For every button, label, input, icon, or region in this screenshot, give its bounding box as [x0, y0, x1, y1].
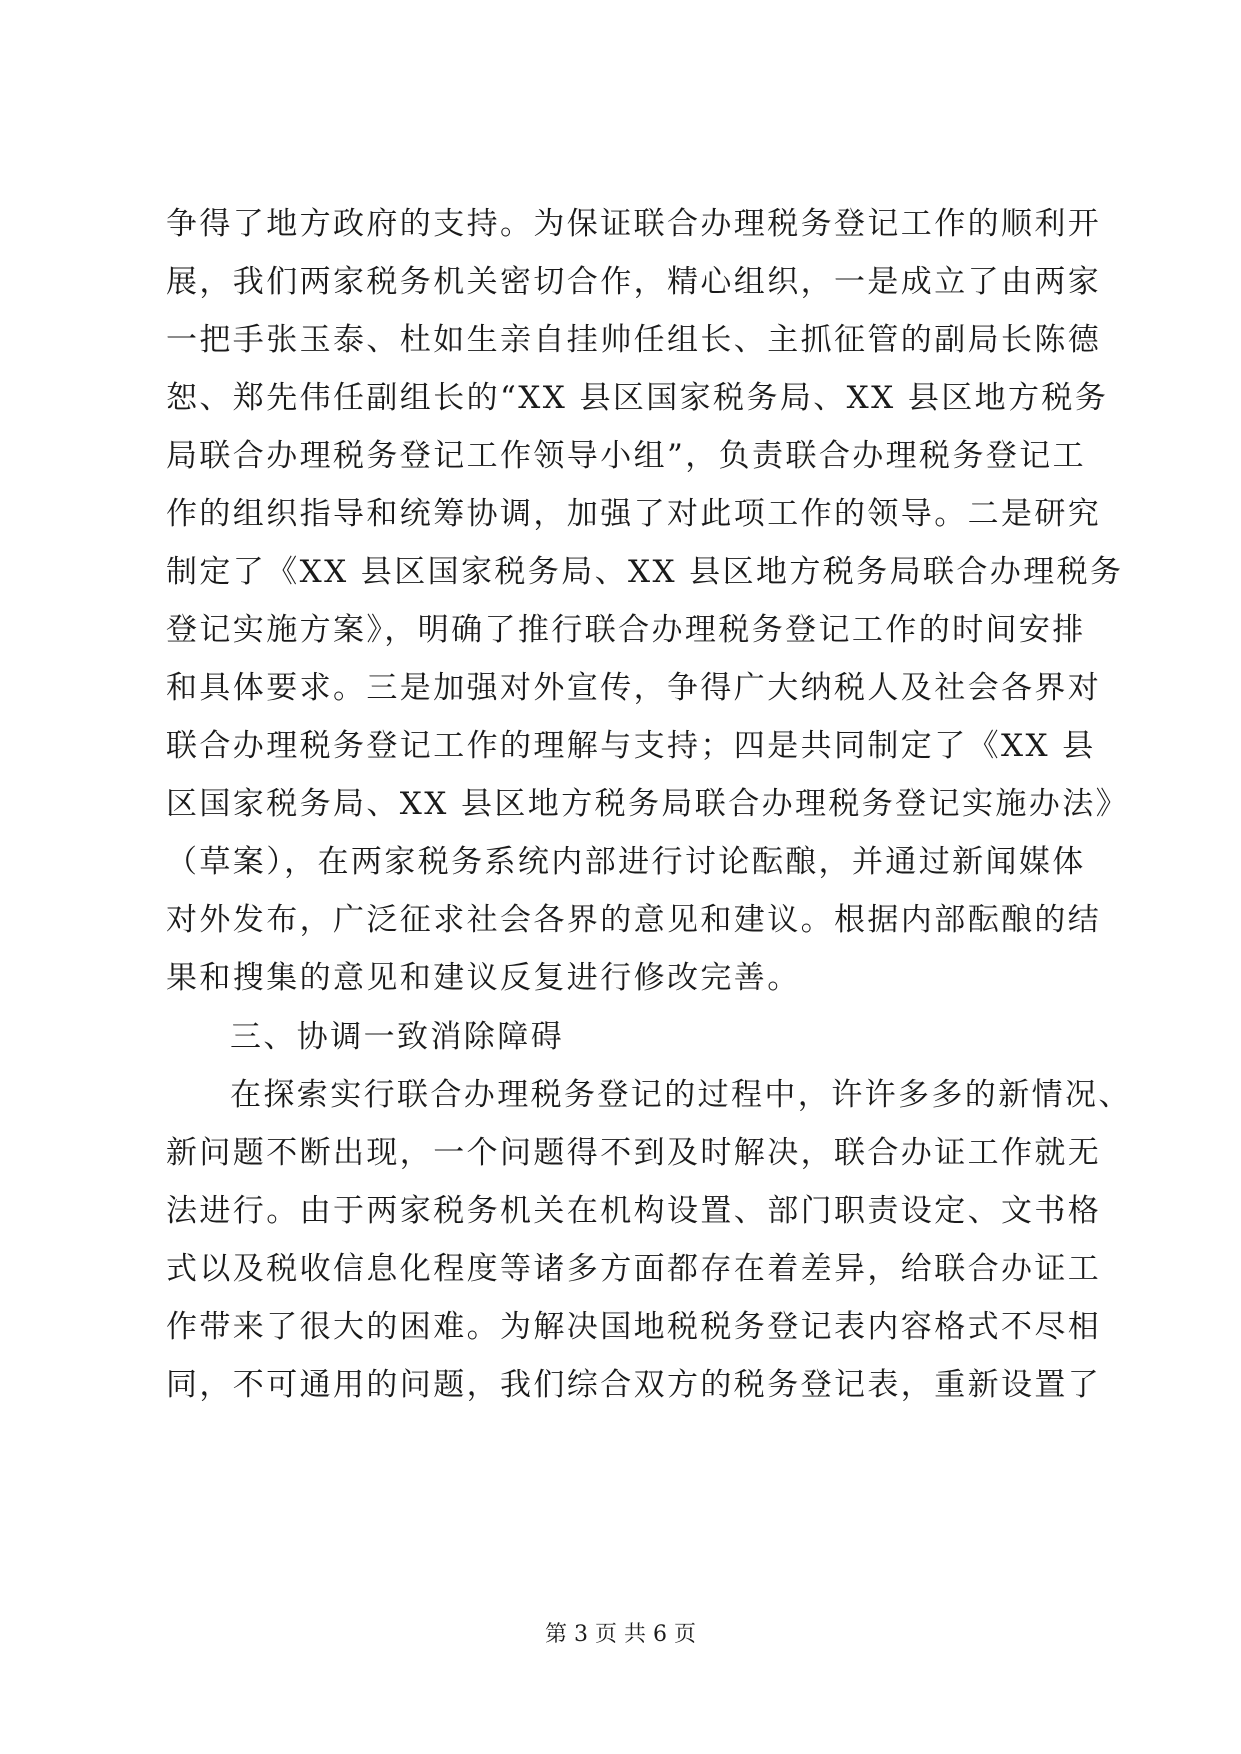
section-heading: 三、协调一致消除障碍	[230, 1019, 564, 1055]
body-text-line: 局联合办理税务登记工作领导小组”，负责联合办理税务登记工	[166, 438, 1087, 474]
body-text-line: 展，我们两家税务机关密切合作，精心组织，一是成立了由两家	[166, 264, 1102, 300]
body-text-line: 恕、郑先伟任副组长的“XX 县区国家税务局、XX 县区地方税务	[166, 380, 1109, 416]
body-text-line: 果和搜集的意见和建议反复进行修改完善。	[166, 960, 801, 996]
body-text-line: 联合办理税务登记工作的理解与支持；四是共同制定了《XX 县	[166, 728, 1096, 764]
body-text-line: 对外发布，广泛征求社会各界的意见和建议。根据内部酝酿的结	[166, 902, 1102, 938]
body-text-line: 同，不可通用的问题，我们综合双方的税务登记表，重新设置了	[166, 1367, 1102, 1403]
body-text-line: 在探索实行联合办理税务登记的过程中，许许多多的新情况、	[230, 1077, 1132, 1113]
body-text-line: 制定了《XX 县区国家税务局、XX 县区地方税务局联合办理税务	[166, 554, 1124, 590]
body-text-line: 新问题不断出现，一个问题得不到及时解决，联合办证工作就无	[166, 1135, 1102, 1171]
body-text-line: 区国家税务局、XX 县区地方税务局联合办理税务登记实施办法》	[166, 786, 1129, 822]
body-text-line: 登记实施方案》，明确了推行联合办理税务登记工作的时间安排	[166, 612, 1086, 648]
body-text-line: 和具体要求。三是加强对外宣传，争得广大纳税人及社会各界对	[166, 670, 1102, 706]
body-text-line: 作带来了很大的困难。为解决国地税税务登记表内容格式不尽相	[166, 1309, 1102, 1345]
body-text-line: 作的组织指导和统筹协调，加强了对此项工作的领导。二是研究	[166, 496, 1102, 532]
page-number-footer: 第 3 页 共 6 页	[545, 1622, 696, 1647]
body-text-line: 法进行。由于两家税务机关在机构设置、部门职责设定、文书格	[166, 1193, 1102, 1229]
body-text-line: 争得了地方政府的支持。为保证联合办理税务登记工作的顺利开	[166, 206, 1102, 242]
body-text-line: 式以及税收信息化程度等诸多方面都存在着差异，给联合办证工	[166, 1251, 1102, 1287]
body-text-line: 一把手张玉泰、杜如生亲自挂帅任组长、主抓征管的副局长陈德	[166, 322, 1102, 358]
body-text-line: （草案），在两家税务系统内部进行讨论酝酿，并通过新闻媒体	[166, 844, 1086, 880]
